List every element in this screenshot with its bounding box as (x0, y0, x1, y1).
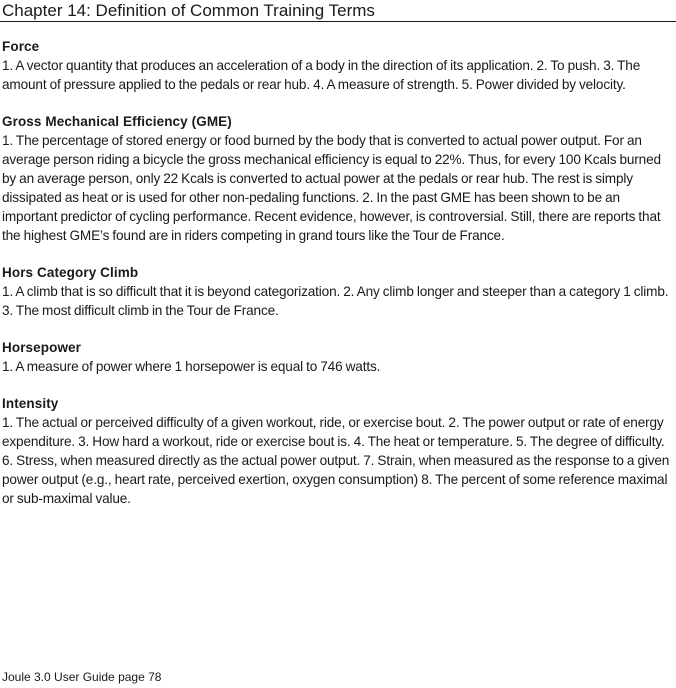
term-definition: 1. The actual or perceived difficulty of a given workout, ride, or exercise bout. 2. The power output or rate of energy expenditure. 3. How hard a workout, ride or exercise bout is. 4. The heat or temperature. 5. The degree of difficulty. 6. Stress, when measured directly as the actual power output. 7. Strain, when measured as the response to a given power output (e.g., heart rate, perceived exertion, oxygen consumption) 8. The percent of some reference maximal or sub-maximal value. (2, 415, 670, 506)
term-intensity (2, 394, 674, 508)
term-hors-category-climb (2, 263, 674, 320)
term-horsepower (2, 338, 674, 376)
term-name: Force (2, 39, 40, 54)
term-definition: 1. A vector quantity that produces an acceleration of a body in the direction of its application. 2. To push. 3. The amount of pressure applied to the pedals or rear hub. 4. A measure of strength. 5. Power divided by velocity. (2, 58, 641, 92)
term-force (2, 37, 674, 94)
term-definition: 1. The percentage of stored energy or food burned by the body that is converted to actual power output. For an average person riding a bicycle the gross mechanical efficiency is equal to 22%. Thus, for every 100 Kcals burned by an average person, only 22 Kcals is converted to actual power at the pedals or rear hub. The rest is simply dissipated as heat or is used for other non-pedaling functions. 2. In the past GME has been shown to be an important predictor of cycling performance. Recent evidence, however, is controversial. Still, there are reports that the highest GME’s found are in riders competing in grand tours like the Tour de France. (2, 133, 661, 243)
term-gross-mechanical-efficiency (2, 112, 674, 245)
terms-list (2, 37, 674, 526)
term-name: Gross Mechanical Efficiency (GME) (2, 114, 232, 129)
term-name: Horsepower (2, 340, 82, 355)
term-definition: 1. A measure of power where 1 horsepower is equal to 746 watts. (2, 359, 381, 374)
title-divider (0, 21, 676, 22)
term-name: Hors Category Climb (2, 265, 139, 280)
page-footer: Joule 3.0 User Guide page 78 (2, 670, 162, 684)
term-definition: 1. A climb that is so difficult that it is beyond categorization. 2. Any climb longer and steeper than a category 1 climb. 3. The most difficult climb in the Tour de France. (2, 284, 669, 318)
term-name: Intensity (2, 396, 59, 411)
chapter-title: Chapter 14: Definition of Common Training Terms (2, 1, 375, 20)
